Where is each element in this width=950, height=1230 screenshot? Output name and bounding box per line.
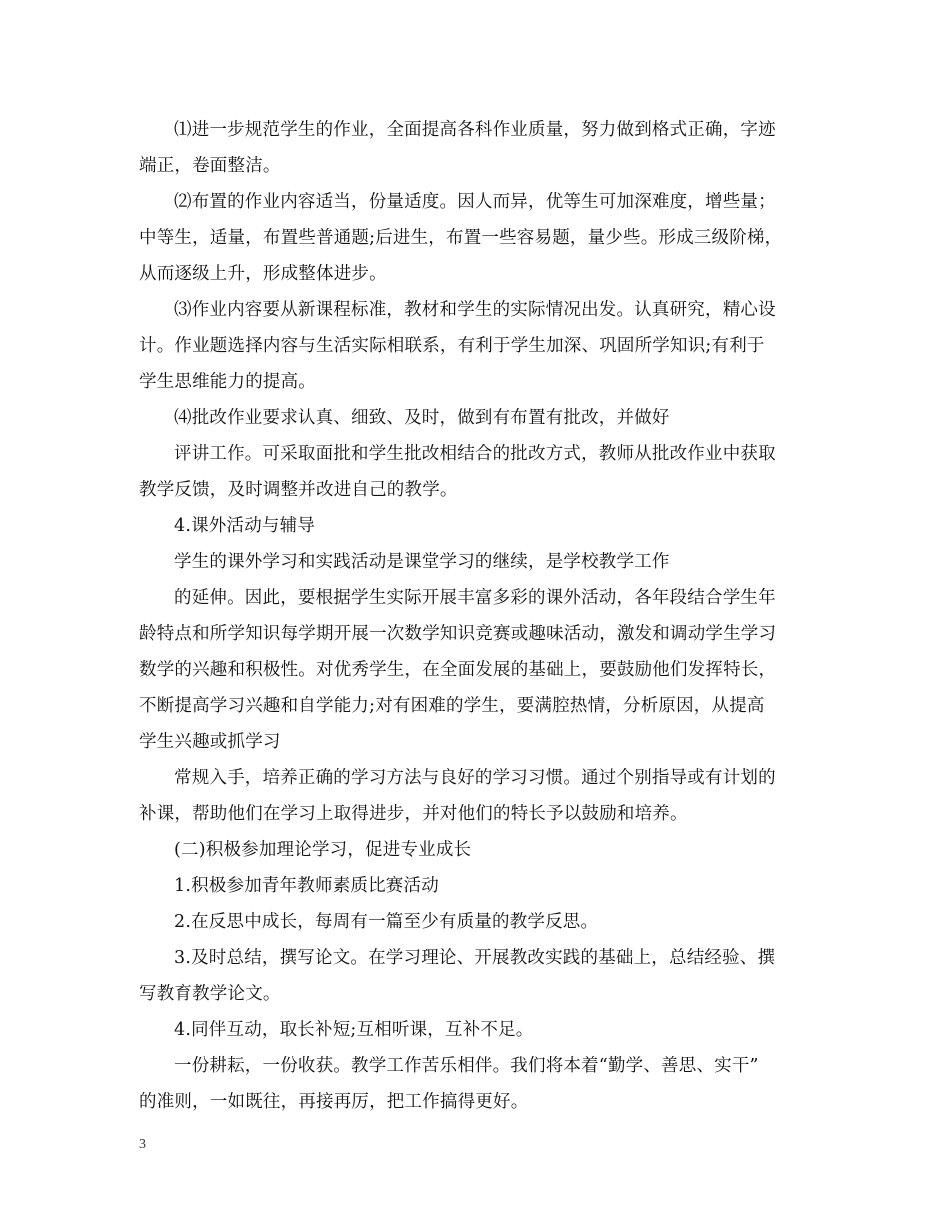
paragraph-line: 学生兴趣或抓学习 — [139, 732, 281, 752]
page-number: 3 — [139, 1137, 146, 1152]
paragraph-line: 的延伸。因此，要根据学生实际开展丰富多彩的课外活动，各年段结合学生年 — [174, 588, 776, 608]
paragraph-line: 补课，帮助他们在学习上取得进步，并对他们的特长予以鼓励和培养。 — [139, 804, 688, 824]
paragraph-line: 教学反馈，及时调整并改进自己的教学。 — [139, 480, 458, 500]
list-item: 2.在反思中成长，每周有一篇至少有质量的教学反思。 — [174, 912, 599, 932]
list-item: 3.及时总结，撰写论文。在学习理论、开展教改实践的基础上，总结经验、撰 — [174, 948, 776, 968]
paragraph-line: 计。作业题选择内容与生活实际相联系，有利于学生加深、巩固所学知识;有利于 — [139, 336, 765, 356]
paragraph-line: 的准则，一如既往，再接再厉，把工作搞得更好。 — [139, 1092, 529, 1112]
list-item: 写教育教学论文。 — [139, 984, 281, 1004]
list-item: 1.积极参加青年教师素质比赛活动 — [174, 876, 439, 896]
paragraph-line: ⑶作业内容要从新课程标准，教材和学生的实际情况出发。认真研究，精心设 — [174, 300, 776, 320]
paragraph-line: ⑷批改作业要求认真、细致、及时，做到有布置有批改，并做好 — [174, 408, 670, 428]
paragraph-line: 学生思维能力的提高。 — [139, 372, 316, 392]
section-heading: 4.课外活动与辅导 — [174, 516, 315, 536]
paragraph-line: ⑵布置的作业内容适当，份量适度。因人而异，优等生可加深难度，增些量； — [174, 192, 776, 212]
paragraph-line: 不断提高学习兴趣和自学能力;对有困难的学生，要满腔热情，分析原因，从提高 — [139, 696, 765, 716]
paragraph-line: 从而逐级上升，形成整体进步。 — [139, 264, 387, 284]
paragraph-line: 评讲工作。可采取面批和学生批改相结合的批改方式，教师从批改作业中获取 — [174, 444, 776, 464]
paragraph-line: 学生的课外学习和实践活动是课堂学习的继续，是学校教学工作 — [174, 552, 670, 572]
paragraph-line: ⑴进一步规范学生的作业，全面提高各科作业质量，努力做到格式正确，字迹 — [174, 120, 776, 140]
section-heading: (二)积极参加理论学习，促进专业成长 — [174, 840, 472, 860]
paragraph-line: 龄特点和所学知识每学期开展一次数学知识竞赛或趣味活动，激发和调动学生学习 — [139, 624, 777, 644]
paragraph-line: 一份耕耘，一份收获。教学工作苦乐相伴。我们将本着“勤学、善思、实干” — [174, 1056, 759, 1076]
paragraph-line: 常规入手，培养正确的学习方法与良好的学习习惯。通过个别指导或有计划的 — [174, 768, 776, 788]
list-item: 4.同伴互动，取长补短;互相听课，互补不足。 — [174, 1020, 534, 1040]
paragraph-line: 端正，卷面整洁。 — [139, 156, 281, 176]
paragraph-line: 中等生，适量，布置些普通题;后进生，布置一些容易题，量少些。形成三级阶梯， — [139, 228, 783, 248]
paragraph-line: 数学的兴趣和积极性。对优秀学生，在全面发展的基础上，要鼓励他们发挥特长， — [139, 660, 777, 680]
